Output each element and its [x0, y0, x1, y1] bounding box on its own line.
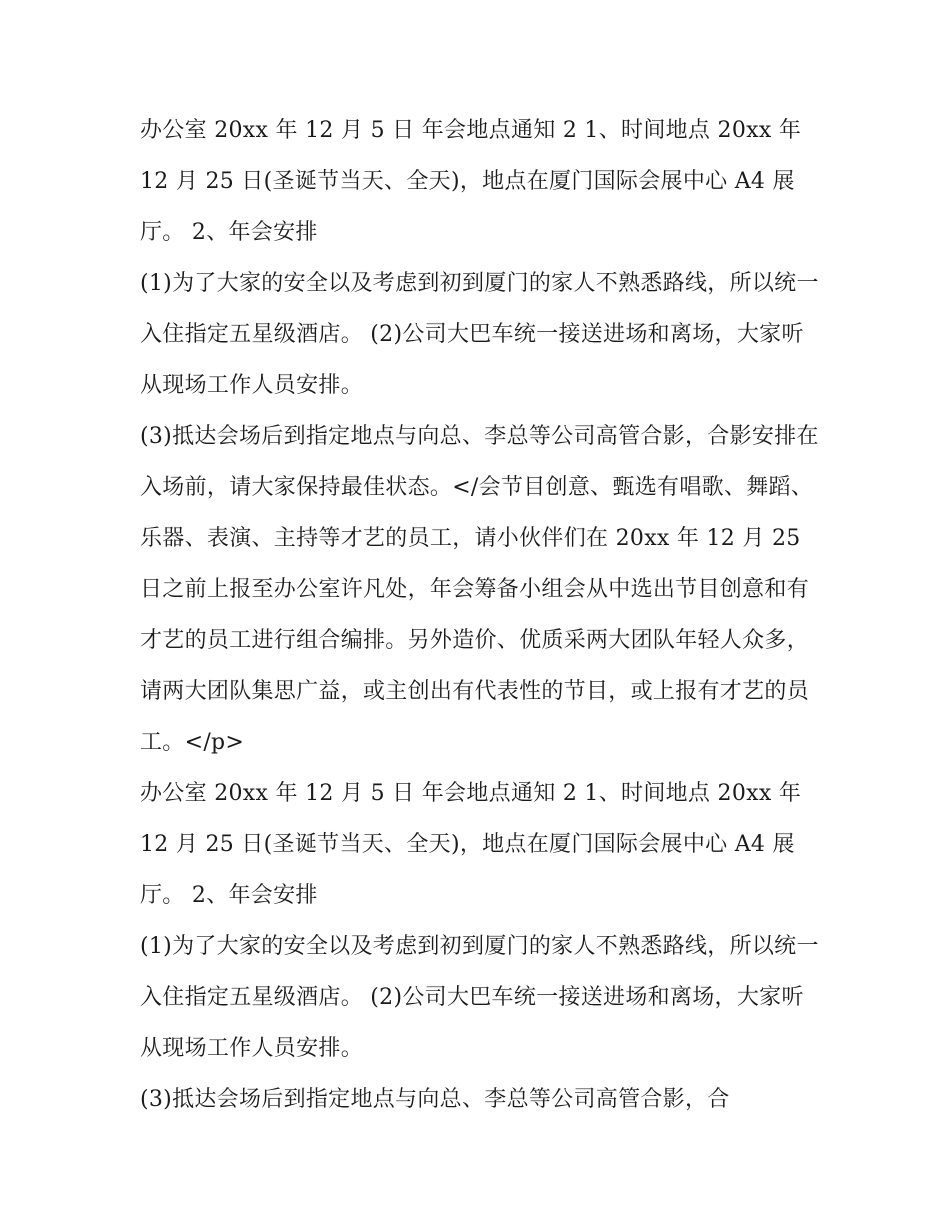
- paragraph-hotel-bus-repeat: (1)为了大家的安全以及考虑到初到厦门的家人不熟悉路线，所以统一入住指定五星级酒店。 (2)公司大巴车统一接送进场和离场，大家听从现场工作人员安排。: [140, 934, 819, 1061]
- document-body: [140, 105, 820, 1125]
- paragraph-notice-time-location: 办公室 20xx 年 12 月 5 日 年会地点通知 2 1、时间地点 20xx 年 12 月 25 日(圣诞节当天、全天)，地点在厦门国际会展中心 A4 展厅。 2、年会安排: [140, 118, 802, 245]
- paragraph-notice-time-location-repeat: 办公室 20xx 年 12 月 5 日 年会地点通知 2 1、时间地点 20xx 年 12 月 25 日(圣诞节当天、全天)，地点在厦门国际会展中心 A4 展厅。 2、年会安排: [140, 781, 802, 908]
- paragraph-photo-program: (3)抵达会场后到指定地点与向总、李总等公司高管合影，合影安排在入场前，请大家保持最佳状态。</会节目创意、甄选有唱歌、舞蹈、乐器、表演、主持等才艺的员工，请小伙伴们在 20xx 年 12 月 25 日之前上报至办公室许凡处，年会筹备小组会从中选出节目创意和有才艺的员工进行组合编排。另外造价、优质采两大团队年轻人众多，请两大团队集思广益，或主创出有代表性的节目，或上报有才艺的员工。</p>: [140, 424, 819, 755]
- paragraph-photo-truncated: (3)抵达会场后到指定地点与向总、李总等公司高管合影，合: [140, 1087, 730, 1112]
- paragraph-hotel-bus: (1)为了大家的安全以及考虑到初到厦门的家人不熟悉路线，所以统一入住指定五星级酒店。 (2)公司大巴车统一接送进场和离场，大家听从现场工作人员安排。: [140, 271, 819, 398]
